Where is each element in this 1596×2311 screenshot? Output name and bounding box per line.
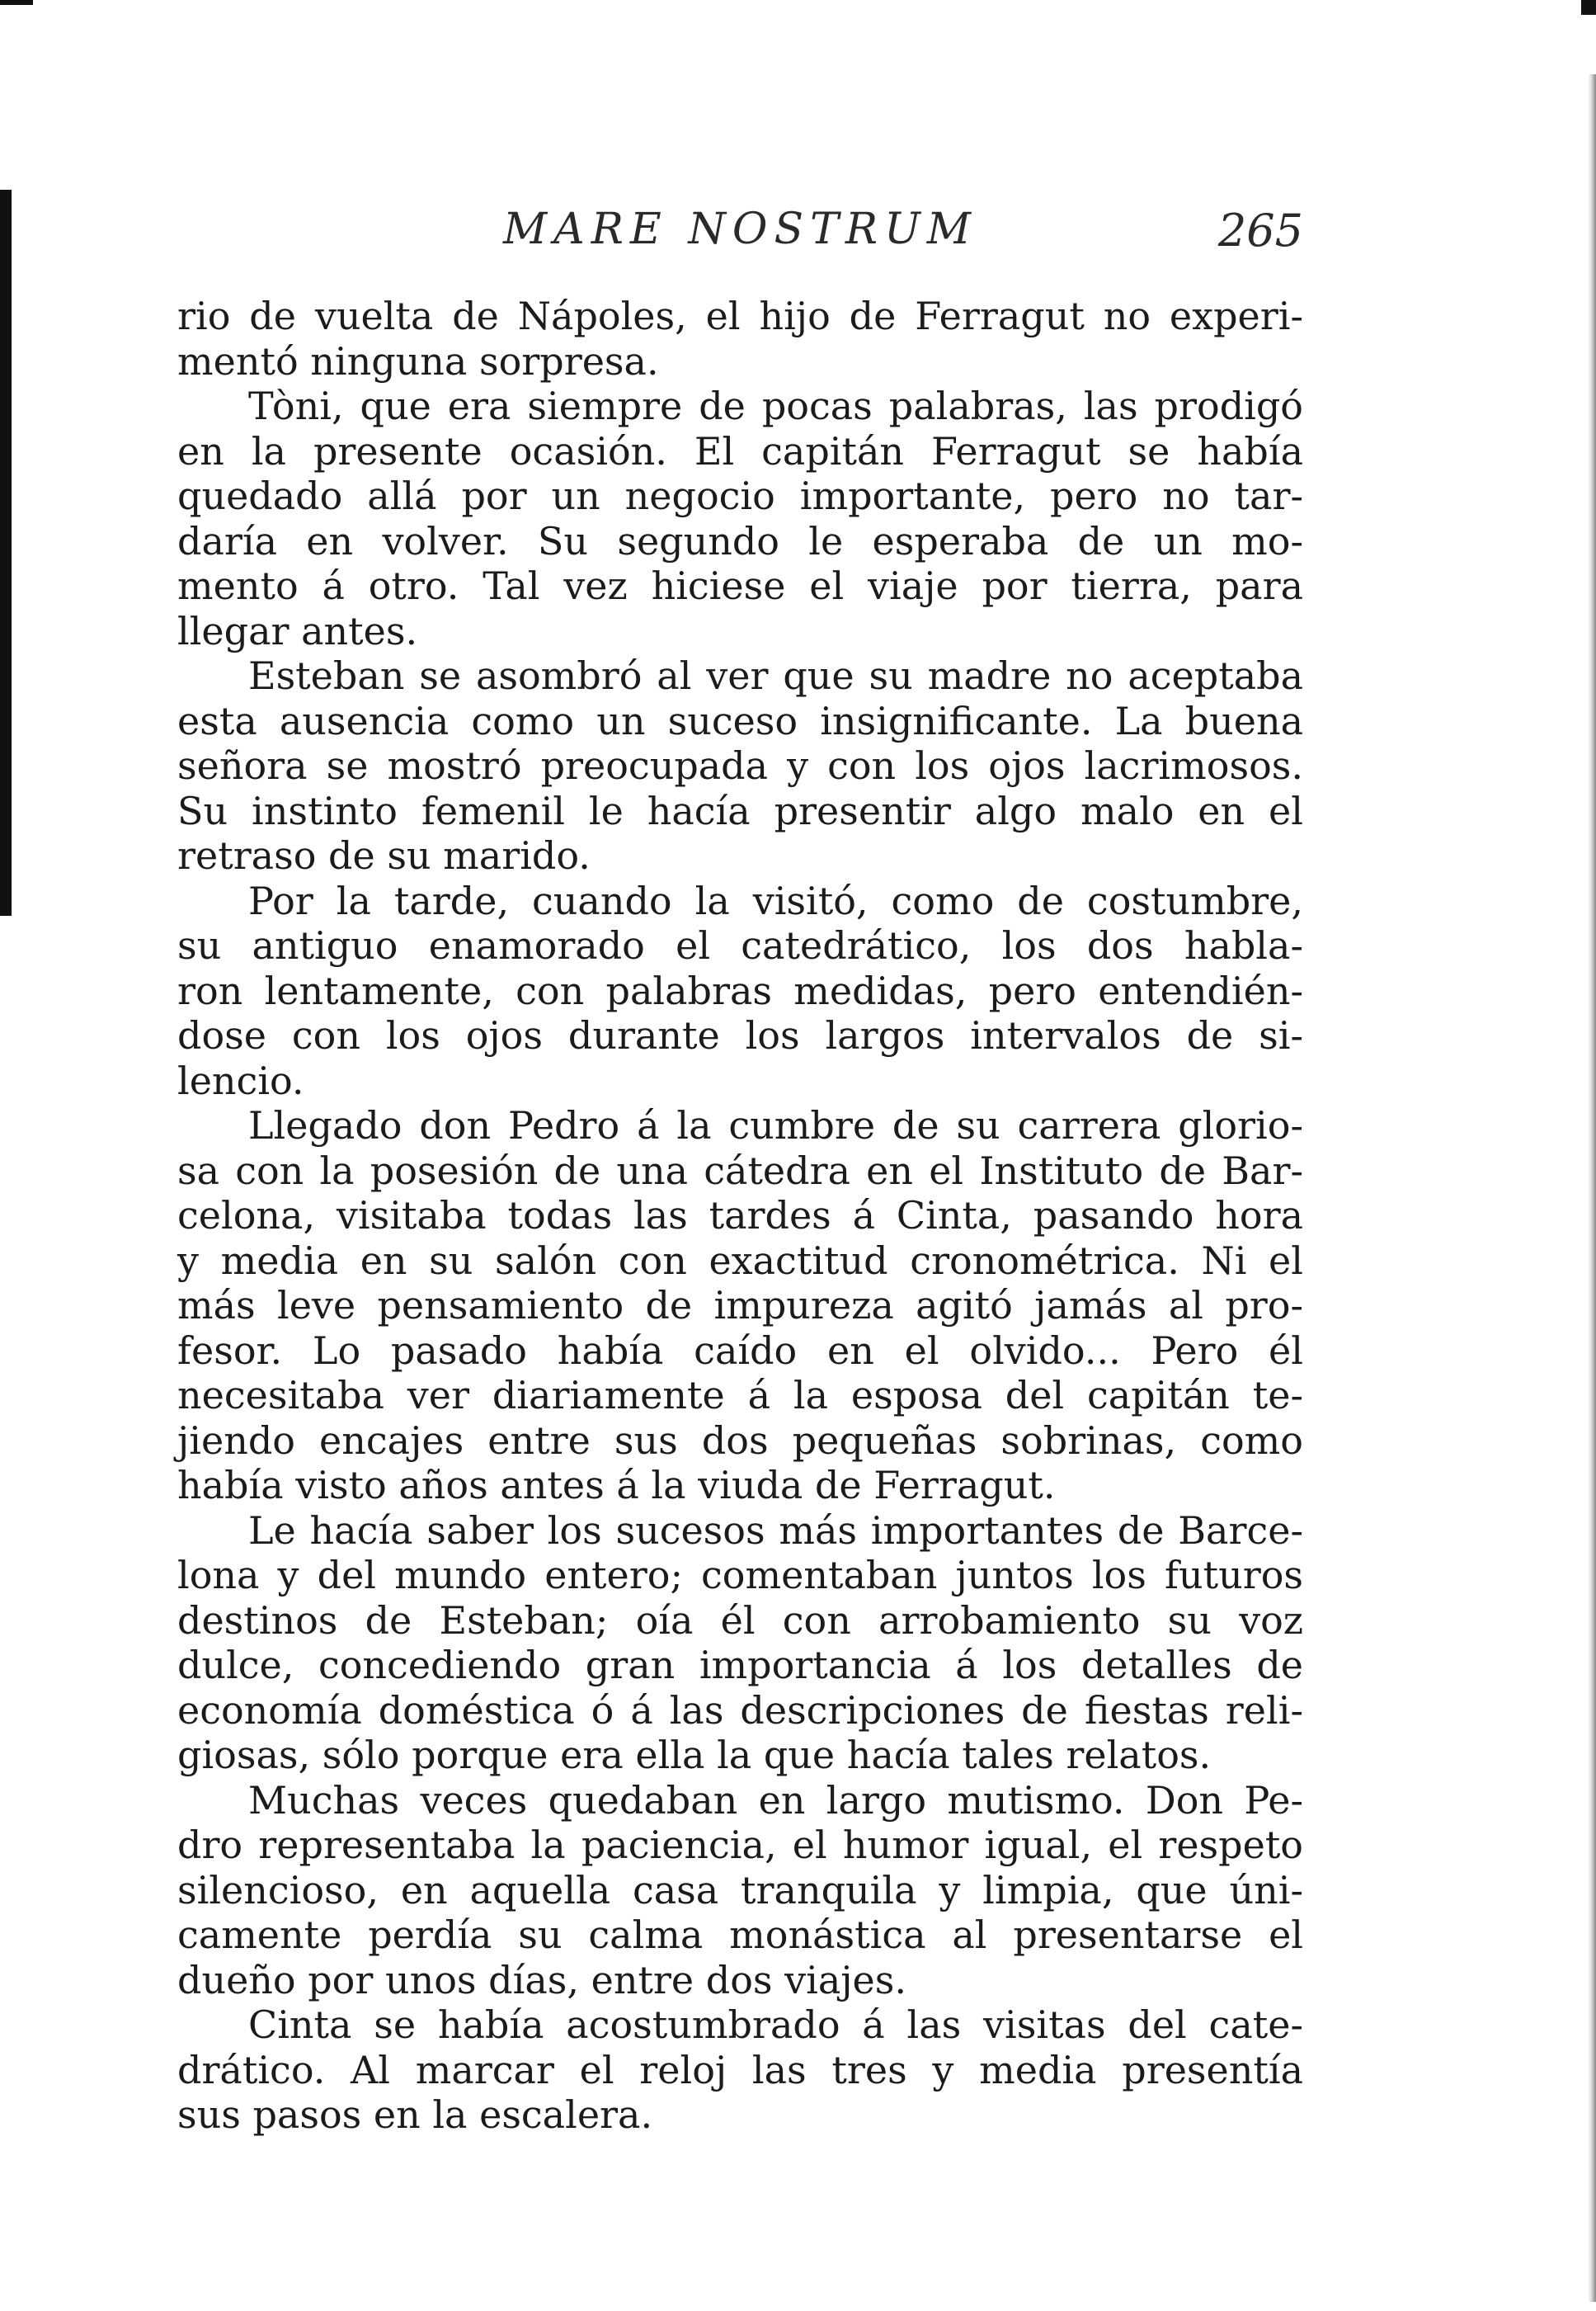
text-line: dose con los ojos durante los largos intervalos de si- [177,1013,1303,1058]
page-number: 265 [1217,205,1303,257]
scan-edge-artifact [0,0,33,5]
text-line: daría en volver. Su segundo le esperaba de un mo- [177,518,1303,564]
text-line: celona, visitaba todas las tardes á Cinta, pasando hora [177,1193,1303,1238]
text-line: mento á otro. Tal vez hiciese el viaje por tierra, para [177,564,1303,608]
text-line: silencioso, en aquella casa tranquila y limpia, que úni- [177,1867,1303,1912]
text-line: dueño por unos días, entre dos viajes. [177,1957,906,2002]
scan-edge-shadow [1588,74,1596,2302]
text-line: quedado allá por un negocio importante, pero no tar- [177,474,1303,518]
text-line: su antiguo enamorado el catedrático, los dos habla- [177,923,1303,968]
text-line: Esteban se asombró al ver que su madre no aceptaba [248,653,1303,698]
text-line: señora se mostró preocupada y con los ojos lacrimosos. [177,743,1303,788]
text-line: dulce, concediendo gran importancia á los detalles de [177,1643,1303,1687]
text-line: y media en su salón con exactitud cronométrica. Ni el [177,1238,1303,1283]
text-line: drático. Al marcar el reloj las tres y media presentía [177,2047,1303,2092]
page-header [177,196,1303,271]
text-line: en la presente ocasión. El capitán Ferragut se había [177,428,1303,474]
text-line: Muchas veces quedaban en largo mutismo. Don Pe- [248,1777,1303,1823]
text-line: economía doméstica ó á las descripciones de fiestas reli- [177,1687,1303,1733]
text-line: ron lentamente, con palabras medidas, pero entendién- [177,968,1303,1013]
text-line: jiendo encajes entre sus dos pequeñas sobrinas, como [177,1417,1303,1463]
scan-edge-artifact [0,190,12,916]
body-text [177,294,1303,2138]
text-line: Llegado don Pedro á la cumbre de su carrera glorio- [248,1103,1303,1148]
text-line: sus pasos en la escalera. [177,2092,653,2137]
text-line: giosas, sólo porque era ella la que hacía tales relatos. [177,1733,1212,1777]
text-line: Tòni, que era siempre de pocas palabras, las prodigó [248,384,1303,428]
text-line: Le hacía saber los sucesos más importantes de Barce- [248,1507,1303,1553]
text-line: retraso de su marido. [177,833,591,878]
text-line: sa con la posesión de una cátedra en el Instituto de Bar- [177,1148,1303,1193]
text-line: destinos de Esteban; oía él con arrobamiento su voz [177,1597,1303,1643]
text-line: mentó ninguna sorpresa. [177,338,659,384]
text-line: llegar antes. [177,608,418,653]
text-line: camente perdía su calma monástica al presentarse el [177,1912,1303,1957]
text-line: dro representaba la paciencia, el humor igual, el respeto [177,1823,1303,1867]
text-line: Por la tarde, cuando la visitó, como de costumbre, [248,878,1303,923]
text-line: esta ausencia como un suceso insignificante. La buena [177,698,1303,743]
text-line: necesitaba ver diariamente á la esposa del capitán te- [177,1373,1303,1417]
text-line: más leve pensamiento de impureza agitó jamás al pro- [177,1283,1303,1328]
text-line: Cinta se había acostumbrado á las visitas del cate- [248,2002,1303,2047]
text-line: fesor. Lo pasado había caído en el olvido... Pero él [177,1328,1303,1373]
text-line: Su instinto femenil le hacía presentir algo malo en el [177,788,1303,833]
text-line: había visto años antes á la viuda de Ferragut. [177,1463,1056,1507]
running-title: MARE NOSTRUM [502,205,978,254]
scan-edge-artifact [1581,0,1596,15]
text-line: lona y del mundo entero; comentaban juntos los futuros [177,1553,1303,1597]
text-line: rio de vuelta de Nápoles, el hijo de Ferragut no experi- [177,294,1303,338]
text-line: lencio. [177,1058,304,1103]
